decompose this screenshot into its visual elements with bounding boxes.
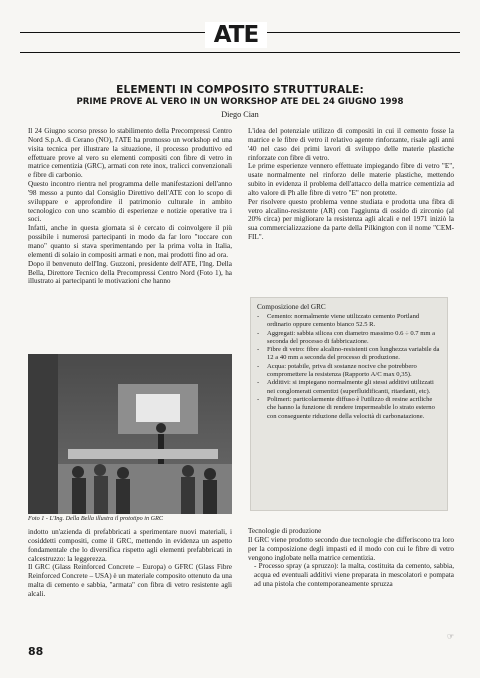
paragraph: Questo incontro rientra nel programma delle manifestazioni dell'anno '98 messo a punto dal Consiglio Direttivo dell'ATE con lo scopo di sviluppare e approfondire il patrimonio culturale in ambito tecnologico con uno scambio di esperienze e notizie operative tra i soci.: [28, 180, 232, 224]
logo-text: ATE: [213, 21, 259, 48]
paragraph: Infatti, anche in questa giornata si è cercato di coinvolgere il più possibile i numerosi partecipanti in modo da far loro "toccare con mano" quanto si stava sperimentando per la prima volta in Italia, elementi di solaio in compositi armati e non, mai prodotti fino ad ora.: [28, 224, 232, 259]
article-title: ELEMENTI IN COMPOSITO STRUTTURALE:: [116, 84, 364, 96]
list-item: - Additivi: si impiegano normalmente gli stessi additivi utilizzati nei conglomerati cementizi (superfluidificanti, ritardanti, etc).: [257, 379, 434, 395]
header-rule-bottom: [20, 52, 460, 53]
article-author: Diego Cian: [221, 110, 259, 119]
paragraph: Per risolvere questo problema venne studiata e prodotta una fibra di vetro alcalino-resistente (AR) con l'aggiunta di ossido di zirconio (al 20% circa) per migliorare la resistenza agli alcali e nel 1971 iniziò la sua commercializzazione da parte della Pilkington con il nome "CEM-FIL".: [248, 197, 454, 242]
list-item: - Cemento: normalmente viene utilizzato cemento Portland ordinario oppure cemento bianco 52.5 R.: [257, 313, 420, 329]
paragraph: Dopo il benvenuto dell'Ing. Guzzoni, presidente dell'ATE, l'Ing. Della Bella, Direttore Tecnico della Precompressi Centro Nord (Foto 1), ha illustrato ai partecipanti le motivazioni che hanno: [28, 259, 232, 286]
scan-mark-icon: ☞: [447, 632, 455, 641]
list-item: - Fibre di vetro: fibre alcalino-resistenti con lunghezza variabile da 12 a 40 mm a seconda del processo di produzione.: [257, 346, 440, 362]
bullet-paragraph: - Processo spray (a spruzzo): la malta, costituita da cemento, sabbia, acqua ed eventuali additivi viene preparata in mescolatori e pompata ad una pistola che contemporaneamente spruzza: [254, 562, 454, 589]
photo-caption: Foto 1 - L'Ing. Della Bella illustra il prototipo in GRC: [28, 515, 163, 522]
page-number: 88: [28, 645, 44, 658]
paragraph: Il GRC (Glass Reinforced Concrete – Europa) o GFRC (Glass Fibre Reinforced Concrete – USA) è un materiale composito ottenuto da una malta di cemento e sabbia, "armata" con fibra di vetro resistente agli alcali.: [28, 563, 232, 598]
right-column-top: [248, 127, 454, 277]
section-heading: Tecnologie di produzione: [248, 527, 322, 535]
paragraph: indotto un'azienda di prefabbricati a sperimentare nuovi materiali, i cosiddetti compositi, come il GRC, mettendo in evidenza un aspetto fondamentale che lo diversifica rispetto agli elementi prefabbricati in calcestruzzo: la leggerezza.: [28, 528, 232, 563]
right-column-bottom: [248, 527, 454, 645]
left-column-top: [28, 127, 232, 357]
photo-1: [28, 354, 232, 514]
photo-illustration: [28, 354, 232, 514]
article-subtitle: PRIME PROVE AL VERO IN UN WORKSHOP ATE DEL 24 GIUGNO 1998: [76, 97, 404, 107]
list-item: - Aggregati: sabbia silicea con diametro massimo 0.6 ÷ 0.7 mm a seconda del processo di fabbricazione.: [257, 329, 436, 345]
list-item: - Acqua: potabile, priva di sostanze nocive che potrebbero compromettere la resistenza (Rapporto A/C max 0,35).: [257, 362, 417, 379]
paragraph: Il GRC viene prodotto secondo due tecnologie che differiscono tra loro per la composizione degli impasti ed il modo con cui le fibre di vetro vengono inglobate nella matrice cementizia.: [248, 535, 454, 562]
ate-logo: [205, 22, 267, 48]
list-item: - Polimeri: particolarmente diffuso è l'utilizzo di resine acriliche che hanno la funzione di rendere impermeabile lo strato esterno con conseguente riduzione della velocità di carbonatazione.: [257, 395, 435, 420]
box-title: Composizione del GRC: [257, 303, 326, 311]
composition-list: [257, 313, 443, 421]
paragraph: Le prime esperienze vennero effettuate impiegando fibre di vetro "E", usate normalmente nel rinforzo delle materie plastiche, mettendo subito in evidenza il problema dell'attacco della matrice cementizia ad alto valore di Ph alle fibre di vetro "E" non protette.: [248, 162, 454, 197]
paragraph: L'idea del potenziale utilizzo di compositi in cui il cemento fosse la matrice e le fibre di vetro il relativo agente rinforzante, risale agli anni '40 nel caso dei primi lavori di sviluppo delle materie plastiche rinforzate con fibre di vetro.: [248, 127, 454, 162]
grc-composition-box: [250, 297, 448, 511]
left-column-bottom: [28, 528, 232, 623]
paragraph: Il 24 Giugno scorso presso lo stabilimento della Precompressi Centro Nord S.p.A. di Cerano (NO), l'ATE ha promosso un workshop ed una visita tecnica per illustrare la situazione, il processo produttivo ed effettuare prove al vero su elementi compositi con fibre di vetro in matrice cementizia (GRC), armati con rete inox, tralicci convenzionali e fibre di carbonio.: [28, 127, 232, 180]
